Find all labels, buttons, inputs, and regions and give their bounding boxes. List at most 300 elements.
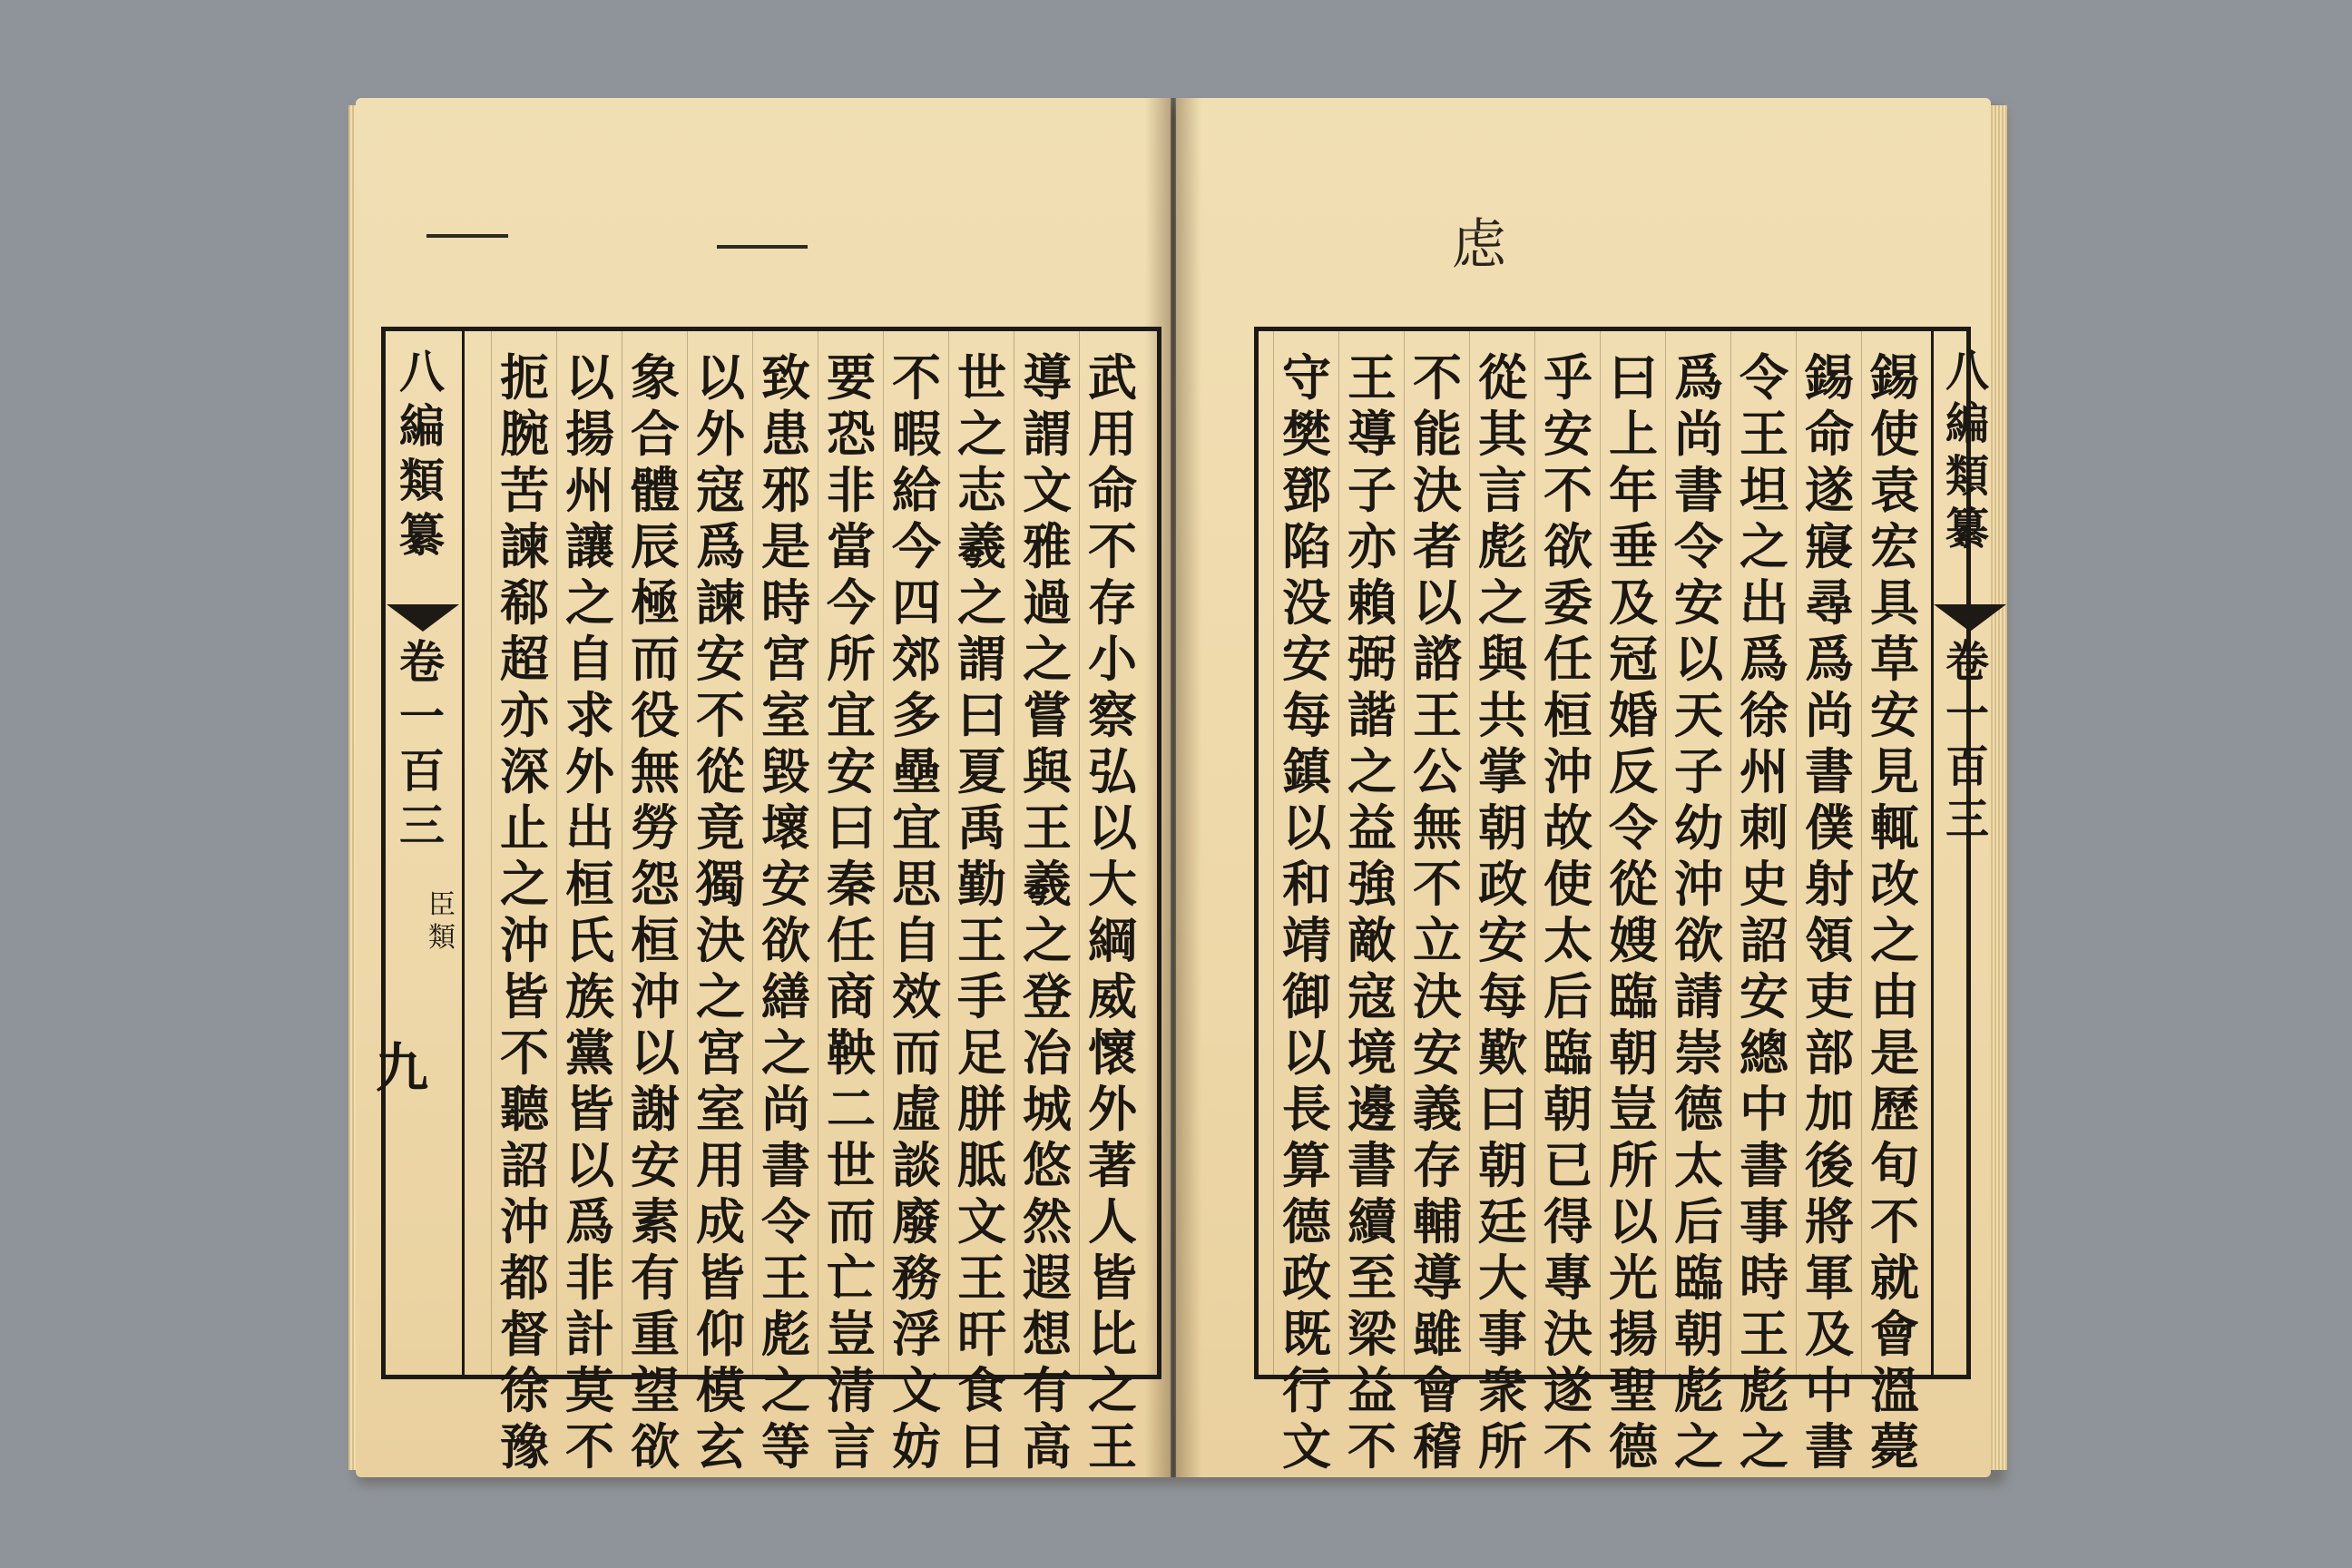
glyph: 外	[565, 742, 614, 800]
glyph: 黨	[565, 1024, 614, 1082]
glyph: 城	[1023, 1080, 1072, 1138]
glyph: 安	[1674, 573, 1723, 632]
glyph: 王	[957, 911, 1006, 969]
glyph: 臨	[1609, 967, 1658, 1025]
glyph: 清	[827, 1361, 876, 1419]
glyph: 溫	[1870, 1361, 1919, 1419]
glyph: 朝	[1674, 1305, 1723, 1363]
glyph: 出	[1740, 573, 1788, 632]
glyph: 止	[500, 799, 549, 857]
glyph: 見	[1870, 742, 1919, 800]
glyph: 郊	[892, 630, 941, 688]
glyph: 重	[631, 1305, 680, 1363]
glyph: 素	[631, 1192, 680, 1250]
text-column	[1475, 348, 1531, 1475]
glyph: 之	[565, 573, 614, 632]
glyph: 朝	[1478, 799, 1527, 857]
glyph: 行	[1282, 1361, 1331, 1419]
glyph: 文	[1023, 461, 1072, 519]
glyph: 用	[696, 1136, 745, 1194]
glyph: 所	[1609, 1136, 1658, 1194]
glyph: 尋	[1805, 573, 1854, 632]
text-column	[1605, 348, 1661, 1475]
glyph: 役	[631, 686, 680, 744]
glyph: 決	[1413, 461, 1462, 519]
column-rule	[687, 331, 688, 1375]
glyph: 時	[761, 573, 810, 632]
glyph: 室	[761, 686, 810, 744]
glyph: 年	[1609, 461, 1658, 519]
glyph: 文	[1282, 1417, 1331, 1475]
glyph: 類	[428, 922, 456, 954]
glyph: 從	[1609, 855, 1658, 913]
glyph: 務	[892, 1249, 941, 1307]
glyph: 乎	[1544, 348, 1592, 407]
glyph: 太	[1544, 911, 1592, 969]
text-column	[954, 348, 1010, 1475]
glyph: 書	[1674, 461, 1723, 519]
glyph: 吏	[1805, 967, 1854, 1025]
glyph: 以	[1674, 630, 1723, 688]
glyph: 三	[399, 799, 445, 852]
glyph: 一	[1945, 689, 1989, 740]
glyph: 等	[761, 1417, 810, 1475]
glyph: 而	[827, 1192, 876, 1250]
glyph: 百	[1945, 741, 1989, 792]
glyph: 食	[957, 1361, 1006, 1419]
glyph: 大	[1478, 1249, 1527, 1307]
glyph: 幼	[1674, 799, 1723, 857]
glyph: 具	[1870, 573, 1919, 632]
text-column	[1084, 348, 1141, 1475]
glyph: 仰	[696, 1305, 745, 1363]
glyph: 欲	[631, 1417, 680, 1475]
glyph: 謂	[957, 630, 1006, 688]
glyph: 是	[1870, 1024, 1919, 1082]
glyph: 族	[565, 967, 614, 1025]
column-rule	[1404, 331, 1405, 1375]
column-rule	[1665, 331, 1666, 1375]
glyph: 氏	[565, 911, 614, 969]
glyph: 垂	[1609, 517, 1658, 575]
glyph: 冠	[1609, 630, 1658, 688]
glyph: 比	[1088, 1305, 1137, 1363]
glyph: 鎮	[1282, 742, 1331, 800]
column-rule	[1273, 331, 1274, 1375]
glyph: 不	[1870, 1192, 1919, 1250]
glyph: 浮	[892, 1305, 941, 1363]
glyph: 今	[892, 517, 941, 575]
glyph: 桓	[631, 911, 680, 969]
glyph: 嫂	[1609, 911, 1658, 969]
glyph: 欲	[761, 911, 810, 969]
glyph: 公	[1413, 742, 1462, 800]
glyph: 宮	[696, 1024, 745, 1082]
glyph: 總	[1740, 1024, 1788, 1082]
glyph: 曰	[827, 799, 876, 857]
glyph: 欲	[1674, 911, 1723, 969]
glyph: 致	[761, 348, 810, 407]
text-column	[1801, 348, 1857, 1475]
glyph: 僕	[1805, 799, 1854, 857]
glyph: 辰	[631, 517, 680, 575]
glyph: 光	[1609, 1249, 1658, 1307]
ink-mark	[717, 245, 808, 249]
glyph: 已	[1544, 1136, 1592, 1194]
glyph: 足	[957, 1024, 1006, 1082]
glyph: 錫	[1870, 348, 1919, 407]
glyph: 寢	[1805, 517, 1854, 575]
glyph: 羲	[957, 517, 1006, 575]
glyph: 部	[1805, 1024, 1854, 1082]
glyph: 諧	[1348, 686, 1396, 744]
glyph: 天	[1674, 686, 1723, 744]
glyph: 事	[1478, 1305, 1527, 1363]
text-column	[1019, 348, 1075, 1475]
glyph: 類	[399, 454, 445, 507]
glyph: 玄	[696, 1417, 745, 1475]
glyph: 安	[1740, 967, 1788, 1025]
glyph: 毀	[761, 742, 810, 800]
glyph: 效	[892, 967, 941, 1025]
glyph: 之	[1023, 630, 1072, 688]
glyph: 外	[696, 405, 745, 463]
glyph: 史	[1740, 855, 1788, 913]
glyph: 尚	[1805, 686, 1854, 744]
glyph: 任	[1544, 630, 1592, 688]
glyph: 王	[1348, 348, 1396, 407]
glyph: 使	[1870, 405, 1919, 463]
glyph: 給	[892, 461, 941, 519]
glyph: 安	[1544, 405, 1592, 463]
glyph: 之	[1870, 911, 1919, 969]
glyph: 婚	[1609, 686, 1658, 744]
glyph: 秦	[827, 855, 876, 913]
glyph: 有	[1023, 1361, 1072, 1419]
glyph: 袁	[1870, 461, 1919, 519]
glyph: 詔	[500, 1136, 549, 1194]
text-column	[496, 348, 553, 1475]
glyph: 遂	[1544, 1361, 1592, 1419]
glyph: 壘	[892, 742, 941, 800]
banxin-category	[428, 889, 456, 955]
glyph: 德	[1609, 1417, 1658, 1475]
glyph: 類	[1945, 451, 1989, 502]
glyph: 令	[1740, 348, 1788, 407]
glyph: 崇	[1674, 1024, 1723, 1082]
glyph: 亦	[1348, 517, 1396, 575]
glyph: 將	[1805, 1192, 1854, 1250]
glyph: 安	[1478, 911, 1527, 969]
glyph: 皆	[1088, 1249, 1137, 1307]
glyph: 爲	[1805, 630, 1854, 688]
glyph: 謂	[1023, 405, 1072, 463]
glyph: 勞	[631, 799, 680, 857]
glyph: 命	[1088, 461, 1137, 519]
glyph: 廢	[892, 1192, 941, 1250]
glyph: 深	[500, 742, 549, 800]
glyph: 苦	[500, 461, 549, 519]
glyph: 而	[892, 1024, 941, 1082]
glyph: 決	[696, 911, 745, 969]
glyph: 中	[1740, 1080, 1788, 1138]
glyph: 世	[957, 348, 1006, 407]
glyph: 以	[1282, 1024, 1331, 1082]
glyph: 讓	[565, 517, 614, 575]
glyph: 夏	[957, 742, 1006, 800]
glyph: 王	[1740, 405, 1788, 463]
glyph: 手	[957, 967, 1006, 1025]
glyph: 外	[1088, 1080, 1137, 1138]
glyph: 雖	[1413, 1305, 1462, 1363]
glyph: 爲	[1740, 630, 1788, 688]
glyph: 超	[500, 630, 549, 688]
glyph: 臨	[1674, 1249, 1723, 1307]
glyph: 和	[1282, 855, 1331, 913]
glyph: 安	[1282, 630, 1331, 688]
glyph: 沖	[500, 911, 549, 969]
glyph: 百	[399, 744, 445, 798]
left-text-frame	[381, 327, 1161, 1475]
glyph: 怨	[631, 855, 680, 913]
glyph: 故	[1544, 799, 1592, 857]
glyph: 成	[696, 1192, 745, 1250]
banxin-title	[394, 345, 450, 563]
glyph: 之	[1478, 573, 1527, 632]
glyph: 安	[761, 855, 810, 913]
glyph: 改	[1870, 855, 1919, 913]
glyph: 陷	[1282, 517, 1331, 575]
column-rule	[491, 331, 492, 1375]
glyph: 纂	[1945, 504, 1989, 554]
glyph: 非	[565, 1249, 614, 1307]
page-number: 九	[376, 1037, 429, 1099]
glyph: 守	[1282, 348, 1331, 407]
glyph: 察	[1088, 686, 1137, 744]
glyph: 無	[631, 742, 680, 800]
glyph: 高	[1023, 1417, 1072, 1475]
glyph: 王	[1413, 686, 1462, 744]
glyph: 多	[892, 686, 941, 744]
glyph: 患	[761, 405, 810, 463]
glyph: 者	[1413, 517, 1462, 575]
glyph: 使	[1544, 855, 1592, 913]
glyph: 卷	[1945, 636, 1989, 687]
glyph: 悠	[1023, 1136, 1072, 1194]
glyph: 能	[1413, 405, 1462, 463]
glyph: 后	[1544, 967, 1592, 1025]
right-banxin	[1931, 327, 1998, 1379]
glyph: 今	[827, 573, 876, 632]
glyph: 射	[1805, 855, 1854, 913]
glyph: 模	[696, 1361, 745, 1419]
glyph: 益	[1348, 1361, 1396, 1419]
column-rule	[1861, 331, 1862, 1375]
glyph: 宜	[892, 799, 941, 857]
glyph: 薨	[1870, 1417, 1919, 1475]
glyph: 而	[631, 630, 680, 688]
glyph: 命	[1805, 405, 1854, 463]
glyph: 宮	[761, 630, 810, 688]
glyph: 懷	[1088, 1024, 1137, 1082]
glyph: 不	[1088, 517, 1137, 575]
glyph: 武	[1088, 348, 1137, 407]
glyph: 之	[957, 405, 1006, 463]
glyph: 皆	[565, 1080, 614, 1138]
glyph: 存	[1413, 1136, 1462, 1194]
glyph: 彪	[1478, 517, 1527, 575]
glyph: 既	[1282, 1305, 1331, 1363]
glyph: 遂	[1805, 461, 1854, 519]
glyph: 羲	[1023, 855, 1072, 913]
glyph: 弼	[1348, 630, 1396, 688]
glyph: 人	[1088, 1192, 1137, 1250]
glyph: 德	[1674, 1080, 1723, 1138]
glyph: 安	[631, 1136, 680, 1194]
glyph: 軍	[1805, 1249, 1854, 1307]
glyph: 世	[827, 1136, 876, 1194]
glyph: 曰	[957, 686, 1006, 744]
glyph: 會	[1413, 1361, 1462, 1419]
glyph: 上	[1609, 405, 1658, 463]
glyph: 思	[892, 855, 941, 913]
banxin-volume	[1941, 635, 1994, 846]
glyph: 爲	[1674, 348, 1723, 407]
glyph: 室	[696, 1080, 745, 1138]
glyph: 桓	[565, 855, 614, 913]
glyph: 梁	[1348, 1305, 1396, 1363]
glyph: 義	[1413, 1080, 1462, 1138]
glyph: 由	[1870, 967, 1919, 1025]
glyph: 計	[565, 1305, 614, 1363]
glyph: 志	[957, 461, 1006, 519]
glyph: 亡	[827, 1249, 876, 1307]
glyph: 桓	[1544, 686, 1592, 744]
glyph: 王	[957, 1249, 1006, 1307]
text-column	[692, 348, 749, 1475]
glyph: 樊	[1282, 405, 1331, 463]
text-column	[823, 348, 879, 1475]
glyph: 之	[1023, 911, 1072, 969]
glyph: 事	[1740, 1192, 1788, 1250]
glyph: 寇	[696, 461, 745, 519]
glyph: 豈	[827, 1305, 876, 1363]
glyph: 爲	[565, 1192, 614, 1250]
ink-mark	[426, 234, 508, 238]
glyph: 大	[1088, 855, 1137, 913]
glyph: 彪	[761, 1305, 810, 1363]
glyph: 以	[696, 348, 745, 407]
glyph: 宜	[827, 686, 876, 744]
glyph: 以	[1413, 573, 1462, 632]
glyph: 以	[631, 1024, 680, 1082]
glyph: 之	[1088, 1361, 1137, 1419]
column-rule	[1338, 331, 1339, 1375]
glyph: 書	[1805, 742, 1854, 800]
glyph: 求	[565, 686, 614, 744]
column-rule	[752, 331, 753, 1375]
glyph: 暇	[892, 405, 941, 463]
glyph: 衆	[1478, 1361, 1527, 1419]
glyph: 恐	[827, 405, 876, 463]
glyph: 繕	[761, 967, 810, 1025]
glyph: 是	[761, 517, 810, 575]
glyph: 登	[1023, 967, 1072, 1025]
glyph: 令	[1609, 799, 1658, 857]
glyph: 令	[1674, 517, 1723, 575]
glyph: 不	[500, 1024, 549, 1082]
glyph: 掌	[1478, 742, 1527, 800]
glyph: 都	[500, 1249, 549, 1307]
glyph: 朝	[1544, 1080, 1592, 1138]
glyph: 莫	[565, 1361, 614, 1419]
glyph: 朝	[1609, 1024, 1658, 1082]
glyph: 扼	[500, 348, 549, 407]
glyph: 然	[1023, 1192, 1072, 1250]
glyph: 算	[1282, 1136, 1331, 1194]
glyph: 八	[1945, 346, 1989, 397]
glyph: 輔	[1413, 1192, 1462, 1250]
text-column	[1344, 348, 1400, 1475]
glyph: 沖	[631, 967, 680, 1025]
glyph: 之	[761, 1361, 810, 1419]
glyph: 編	[1945, 398, 1989, 449]
glyph: 詔	[1740, 911, 1788, 969]
glyph: 臣	[428, 889, 456, 921]
glyph: 鞅	[827, 1024, 876, 1082]
glyph: 之	[500, 855, 549, 913]
glyph: 歎	[1478, 1024, 1527, 1082]
glyph: 用	[1088, 405, 1137, 463]
glyph: 諫	[500, 517, 549, 575]
glyph: 至	[1348, 1249, 1396, 1307]
glyph: 亦	[500, 686, 549, 744]
glyph: 朝	[1478, 1136, 1527, 1194]
glyph: 談	[892, 1136, 941, 1194]
glyph: 弘	[1088, 742, 1137, 800]
glyph: 無	[1413, 799, 1462, 857]
glyph: 出	[565, 799, 614, 857]
column-rule	[948, 331, 949, 1375]
glyph: 要	[827, 348, 876, 407]
text-column	[627, 348, 683, 1475]
glyph: 之	[761, 1024, 810, 1082]
glyph: 有	[631, 1249, 680, 1307]
glyph: 錫	[1805, 348, 1854, 407]
glyph: 草	[1870, 630, 1919, 688]
glyph: 想	[1023, 1305, 1072, 1363]
glyph: 八	[399, 345, 445, 398]
glyph: 諫	[696, 573, 745, 632]
glyph: 極	[631, 573, 680, 632]
glyph: 編	[399, 399, 445, 453]
glyph: 所	[827, 630, 876, 688]
top-handwritten-note: 虑	[1452, 213, 1506, 277]
glyph: 望	[631, 1361, 680, 1419]
glyph: 四	[892, 573, 941, 632]
glyph: 小	[1088, 630, 1137, 688]
glyph: 王	[1023, 799, 1072, 857]
glyph: 領	[1805, 911, 1854, 969]
column-rule	[1534, 331, 1535, 1375]
text-column	[1409, 348, 1465, 1475]
glyph: 導	[1348, 405, 1396, 463]
glyph: 卷	[399, 635, 445, 689]
glyph: 任	[827, 911, 876, 969]
glyph: 揚	[1609, 1305, 1658, 1363]
glyph: 不	[1544, 461, 1592, 519]
glyph: 督	[500, 1305, 549, 1363]
